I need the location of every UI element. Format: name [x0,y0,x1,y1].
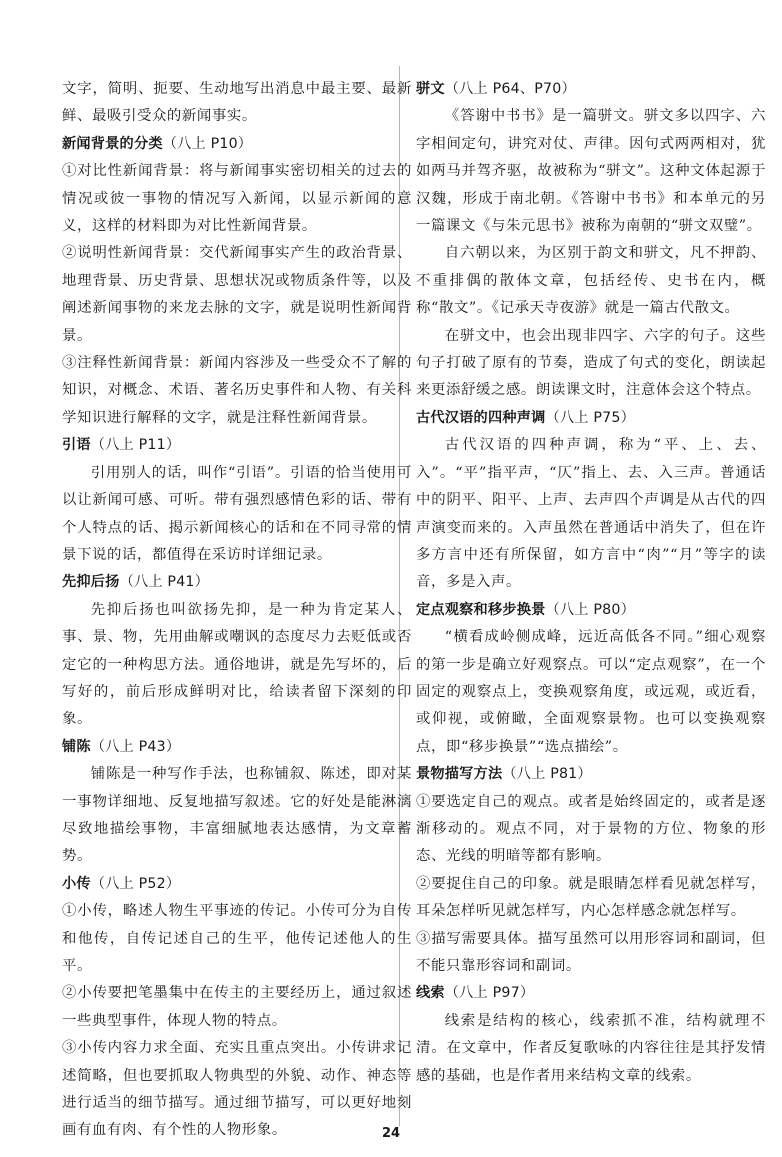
heading-title: 骈文 [416,81,445,97]
paragraph: 《答谢中书书》是一篇骈文。骈文多以四字、六字相间定句，讲究对仗、声律。因句式两两相对，犹如两马并驾齐驱，故被称为“骈文”。这种文体起源于汉魏，形成于南北朝。《答谢中书书》和本单元的另一篇课文《与朱元思书》被称为南朝的“骈文双璧”。 [416,108,766,235]
heading-ref: （八上 P43） [90,738,181,755]
paragraph: ②要捉住自己的印象。就是眼睛怎样看见就怎样写，耳朵怎样听见就怎样写，内心怎样感念就怎样写。 [416,875,766,920]
section-four-tones [416,405,766,597]
section-quotation [62,432,412,569]
paragraph: 古代汉语的四种声调，称为“平、上、去、入”。“平”指平声，“仄”指上、去、入三声。普通话中的阴平、阳平、上声、去声四个声调是从古代的四声演变而来的。入声虽然在普通话中消失了，但在许多方言中还有所保留，如方言中“肉”“月”等字的读音，多是入声。 [416,437,766,591]
paragraph: ③描写需要具体。描写虽然可以用形容词和副词，但不能只靠形容词和副词。 [416,930,766,974]
paragraph: ①要选定自己的观点。或者是始终固定的，或者是逐渐移动的。观点不同，对于景物的方位、物象的形态、光线的明暗等都有影响。 [416,793,766,865]
section-short-biography [62,871,412,1145]
paragraph: ②小传要把笔墨集中在传主的主要经历上，通过叙述一些典型事件，体现人物的特点。 [62,985,412,1029]
right-column [416,76,766,1090]
continued-paragraph: 文字，简明、扼要、生动地写出消息中最主要、最新鲜、最吸引受众的新闻事实。 [62,81,412,125]
heading-title: 引语 [62,437,91,454]
section-news-background [62,131,412,432]
page-number: 24 [381,1126,401,1141]
section-heading [62,569,412,596]
heading-ref: （八上 P10） [162,135,253,152]
heading-title: 定点观察和移步换景 [416,601,546,618]
heading-title: 线索 [416,985,445,1002]
paragraph: 自六朝以来，为区别于韵文和骈文，凡不押韵、不重排偶的散体文章，包括经传、史书在内，概称“散文”。《记承天寺夜游》就是一篇古代散文。 [416,245,766,317]
section-heading [416,405,766,432]
heading-title: 先抑后扬 [62,574,120,591]
paragraph: ②说明性新闻背景：交代新闻事实产生的政治背景、地理背景、历史背景、思想状况或物质条件等，以及阐述新闻事物的来龙去脉的文字，就是说明性新闻背景。 [62,245,412,344]
section-elaboration [62,734,412,871]
section-observation-points [416,597,766,761]
heading-title: 景物描写方法 [416,766,503,783]
paragraph: ③小传内容力求全面、充实且重点突出。小传讲求记述简略，但也要抓取人物典型的外貌、动作、神态等进行适当的细节描写。通过细节描写，可以更好地刻画有血有肉、有个性的人物形象。 [62,1040,412,1139]
paragraph: ①对比性新闻背景：将与新闻事实密切相关的过去的情况或彼一事物的情况写入新闻，以显示新闻的意义，这样的材料即为对比性新闻背景。 [62,163,412,235]
section-heading [416,597,766,624]
paragraph: ③注释性新闻背景：新闻内容涉及一些受众不了解的知识，对概念、术语、著名历史事件和人物、有关科学知识进行解释的文字，就是注释性新闻背景。 [62,355,412,426]
paragraph: 引用别人的话，叫作“引语”。引语的恰当使用可以让新闻可感、可听。带有强烈感情色彩的话、带有个人特点的话、揭示新闻核心的话和在不同寻常的情景下说的话，都值得在采访时详细记录。 [62,464,412,563]
heading-title: 新闻背景的分类 [62,135,163,152]
heading-ref: （八上 P81） [502,766,592,783]
heading-title: 古代汉语的四种声调 [416,409,546,426]
heading-ref: （八上 P52） [90,875,181,892]
heading-ref: （八上 P11） [90,437,181,454]
section-heading [62,871,412,898]
section-scenery-description [416,761,766,980]
section-clue [416,980,766,1090]
section-heading [62,432,412,459]
paragraph: 铺陈是一种写作手法，也称铺叙、陈述，即对某一事物详细地、反复地描写叙述。它的好处是能淋漓尽致地描绘事物，丰富细腻地表达感情，为文章蓄势。 [62,766,412,865]
section-heading [416,76,766,103]
paragraph: 在骈文中，也会出现非四字、六字的句子。这些句子打破了原有的节奏，造成了句式的变化，朗读起来更添舒缓之感。朗读课文时，注意体会这个特点。 [416,327,766,399]
section-parallel-prose [416,76,766,405]
paragraph: 先抑后扬也叫欲扬先抑，是一种为肯定某人、事、景、物，先用曲解或嘲讽的态度尽力去贬低或否定它的一种构思方法。通俗地讲，就是先写坏的，后写好的，前后形成鲜明对比，给读者留下深刻的印象。 [62,601,412,728]
heading-title: 小传 [62,875,91,892]
left-column [62,76,412,1145]
section-suppress-then-praise [62,569,412,733]
section-heading [62,131,412,158]
heading-title: 铺陈 [62,738,91,755]
heading-ref: （八上 P64、P70） [444,81,576,97]
heading-ref: （八上 P80） [545,601,635,618]
heading-ref: （八上 P97） [444,985,535,1002]
paragraph: 线索是结构的核心，线索抓不准，结构就理不清。在文章中，作者反复歌咏的内容往往是其抒发情感的基础，也是作者用来结构文章的线索。 [416,1012,766,1084]
heading-ref: （八上 P75） [545,409,635,426]
section-heading [416,761,766,788]
paragraph: ①小传，略述人物生平事迹的传记。小传可分为自传和他传，自传记述自己的生平，他传记述他人的生平。 [62,903,412,974]
heading-ref: （八上 P41） [119,574,210,591]
paragraph: “横看成岭侧成峰，远近高低各不同。”细心观察的第一步是确立好观察点。可以“定点观察”，在一个固定的观察点上，变换观察角度，或远观，或近看，或仰视，或俯瞰，全面观察景物。也可以变换观察点，即“移步换景”“选点描绘”。 [416,629,766,755]
section-heading [416,980,766,1007]
section-heading [62,734,412,761]
